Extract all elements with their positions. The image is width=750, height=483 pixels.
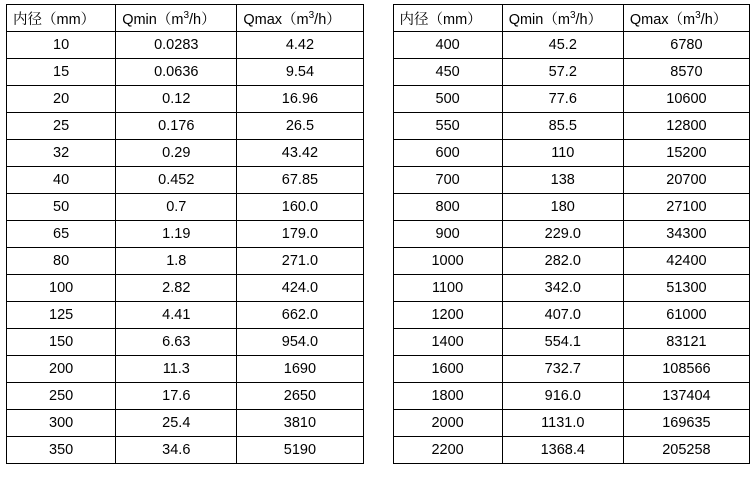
cell-qmax: 43.42 (237, 140, 363, 167)
cell-diameter: 20 (7, 86, 116, 113)
cell-qmin: 34.6 (116, 437, 237, 464)
table-row (7, 86, 364, 113)
header-label-qmax-suffix: /h） (700, 11, 728, 28)
table-row (393, 329, 750, 356)
cell-diameter: 1000 (393, 248, 502, 275)
cell-qmax: 137404 (623, 383, 749, 410)
header-label-qmax-prefix: Qmax（m (243, 11, 309, 28)
cell-qmin: 17.6 (116, 383, 237, 410)
cell-qmax: 42400 (623, 248, 749, 275)
table-header-row (7, 5, 364, 32)
header-label-qmin-suffix: /h） (575, 11, 603, 28)
table-row (393, 167, 750, 194)
cell-qmin: 0.29 (116, 140, 237, 167)
table-row (7, 410, 364, 437)
cell-qmin: 57.2 (502, 59, 623, 86)
table-row (7, 383, 364, 410)
cell-diameter: 250 (7, 383, 116, 410)
table-row (393, 302, 750, 329)
table-row (7, 32, 364, 59)
cell-diameter: 100 (7, 275, 116, 302)
cell-qmin: 0.176 (116, 113, 237, 140)
cell-diameter: 450 (393, 59, 502, 86)
cell-qmin: 4.41 (116, 302, 237, 329)
cell-qmax: 15200 (623, 140, 749, 167)
table-row (393, 356, 750, 383)
cell-qmin: 1368.4 (502, 437, 623, 464)
cell-diameter: 500 (393, 86, 502, 113)
table-row (7, 275, 364, 302)
cell-qmin: 77.6 (502, 86, 623, 113)
header-cell-qmax (623, 5, 749, 32)
table-row (393, 140, 750, 167)
cell-qmax: 424.0 (237, 275, 363, 302)
cell-qmax: 205258 (623, 437, 749, 464)
cell-qmax: 4.42 (237, 32, 363, 59)
cell-qmin: 11.3 (116, 356, 237, 383)
header-label-qmin-sup: 3 (569, 9, 576, 21)
cell-qmin: 138 (502, 167, 623, 194)
cell-qmin: 342.0 (502, 275, 623, 302)
table-row (393, 248, 750, 275)
table-row (7, 329, 364, 356)
cell-qmax: 108566 (623, 356, 749, 383)
cell-diameter: 1100 (393, 275, 502, 302)
header-label-qmin-suffix: /h） (189, 11, 216, 28)
cell-diameter: 2000 (393, 410, 502, 437)
cell-diameter: 200 (7, 356, 116, 383)
cell-diameter: 550 (393, 113, 502, 140)
header-label-qmax-suffix: /h） (314, 11, 341, 28)
header-cell-qmin (502, 5, 623, 32)
table-row (393, 275, 750, 302)
cell-qmax: 271.0 (237, 248, 363, 275)
cell-diameter: 900 (393, 221, 502, 248)
cell-qmin: 0.452 (116, 167, 237, 194)
cell-qmax: 169635 (623, 410, 749, 437)
table-row (7, 194, 364, 221)
cell-qmin: 6.63 (116, 329, 237, 356)
cell-qmin: 45.2 (502, 32, 623, 59)
header-cell-qmin (116, 5, 237, 32)
cell-qmin: 1.19 (116, 221, 237, 248)
header-label-qmax-sup: 3 (308, 9, 315, 21)
cell-qmax: 83121 (623, 329, 749, 356)
cell-diameter: 150 (7, 329, 116, 356)
cell-diameter: 25 (7, 113, 116, 140)
table-row (7, 302, 364, 329)
cell-qmin: 282.0 (502, 248, 623, 275)
cell-diameter: 125 (7, 302, 116, 329)
table-row (393, 32, 750, 59)
cell-diameter: 350 (7, 437, 116, 464)
header-label-qmin-prefix: Qmin（m (508, 11, 570, 28)
cell-qmax: 16.96 (237, 86, 363, 113)
cell-qmin: 180 (502, 194, 623, 221)
spec-table-left (6, 4, 364, 464)
cell-qmin: 1131.0 (502, 410, 623, 437)
cell-qmin: 0.7 (116, 194, 237, 221)
cell-diameter: 700 (393, 167, 502, 194)
cell-qmax: 8570 (623, 59, 749, 86)
header-label-qmax-sup: 3 (695, 9, 701, 21)
table-row (7, 221, 364, 248)
cell-diameter: 800 (393, 194, 502, 221)
table-row (393, 59, 750, 86)
header-label-diameter: 内径（mm） (399, 11, 482, 28)
cell-qmax: 1690 (237, 356, 363, 383)
cell-qmax: 662.0 (237, 302, 363, 329)
table-row (393, 86, 750, 113)
cell-qmax: 5190 (237, 437, 363, 464)
cell-qmax: 10600 (623, 86, 749, 113)
cell-qmin: 0.0283 (116, 32, 237, 59)
table-row (7, 248, 364, 275)
cell-diameter: 32 (7, 140, 116, 167)
spec-table-right (393, 4, 750, 464)
header-label-qmin-sup: 3 (183, 9, 189, 21)
header-label-qmin-prefix: Qmin（m (122, 11, 184, 28)
table-row (7, 140, 364, 167)
cell-diameter: 600 (393, 140, 502, 167)
cell-qmax: 954.0 (237, 329, 363, 356)
cell-qmax: 34300 (623, 221, 749, 248)
table-row (393, 221, 750, 248)
cell-qmin: 916.0 (502, 383, 623, 410)
cell-qmin: 2.82 (116, 275, 237, 302)
cell-qmin: 25.4 (116, 410, 237, 437)
cell-diameter: 400 (393, 32, 502, 59)
table-header-left (7, 5, 364, 32)
table-row (393, 113, 750, 140)
table-header-right (393, 5, 750, 32)
table-row (7, 356, 364, 383)
cell-qmax: 9.54 (237, 59, 363, 86)
table-row (7, 113, 364, 140)
table-row (7, 59, 364, 86)
cell-qmin: 85.5 (502, 113, 623, 140)
cell-qmax: 51300 (623, 275, 749, 302)
cell-qmax: 20700 (623, 167, 749, 194)
cell-qmin: 110 (502, 140, 623, 167)
header-label-qmax-prefix: Qmax（m (629, 11, 696, 28)
cell-qmax: 179.0 (237, 221, 363, 248)
cell-qmin: 732.7 (502, 356, 623, 383)
cell-qmin: 554.1 (502, 329, 623, 356)
cell-qmax: 12800 (623, 113, 749, 140)
cell-diameter: 50 (7, 194, 116, 221)
cell-diameter: 1400 (393, 329, 502, 356)
header-cell-qmax (237, 5, 363, 32)
cell-qmin: 407.0 (502, 302, 623, 329)
cell-diameter: 80 (7, 248, 116, 275)
header-cell-diameter (393, 5, 502, 32)
cell-diameter: 10 (7, 32, 116, 59)
cell-qmax: 27100 (623, 194, 749, 221)
table-row (7, 437, 364, 464)
cell-qmin: 1.8 (116, 248, 237, 275)
cell-qmax: 160.0 (237, 194, 363, 221)
table-row (393, 194, 750, 221)
cell-diameter: 300 (7, 410, 116, 437)
cell-qmax: 61000 (623, 302, 749, 329)
header-label-diameter: 内径（mm） (13, 11, 96, 28)
cell-diameter: 15 (7, 59, 116, 86)
cell-diameter: 1200 (393, 302, 502, 329)
cell-qmax: 2650 (237, 383, 363, 410)
cell-qmax: 26.5 (237, 113, 363, 140)
cell-qmax: 6780 (623, 32, 749, 59)
table-row (393, 437, 750, 464)
cell-qmax: 67.85 (237, 167, 363, 194)
header-cell-diameter (7, 5, 116, 32)
table-row (7, 167, 364, 194)
table-row (393, 410, 750, 437)
cell-qmin: 229.0 (502, 221, 623, 248)
cell-diameter: 40 (7, 167, 116, 194)
cell-diameter: 1800 (393, 383, 502, 410)
table-body-right (393, 32, 750, 464)
table-row (393, 383, 750, 410)
cell-qmin: 0.0636 (116, 59, 237, 86)
table-body-left (7, 32, 364, 464)
cell-qmax: 3810 (237, 410, 363, 437)
cell-diameter: 65 (7, 221, 116, 248)
table-header-row (393, 5, 750, 32)
cell-qmin: 0.12 (116, 86, 237, 113)
cell-diameter: 1600 (393, 356, 502, 383)
cell-diameter: 2200 (393, 437, 502, 464)
